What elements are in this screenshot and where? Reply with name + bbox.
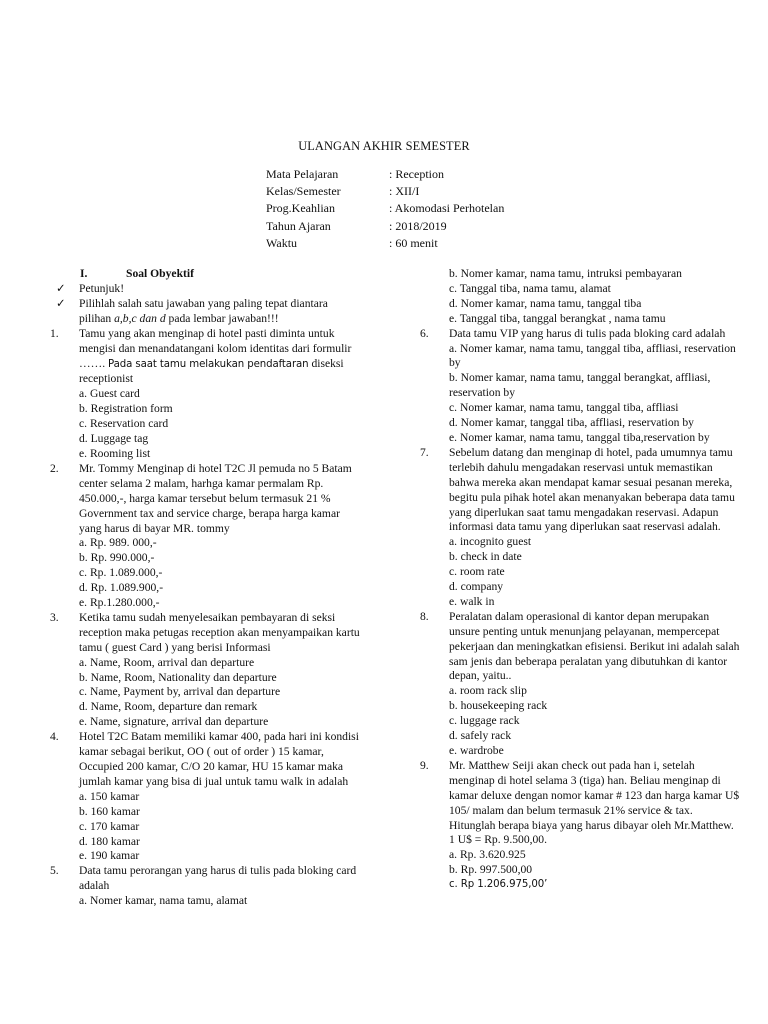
section-number: I. xyxy=(80,267,88,280)
right-column xyxy=(420,267,740,893)
question-9 xyxy=(420,759,740,893)
info-row-program xyxy=(266,200,566,217)
question-text: Data tamu perorangan yang harus di tulis pada bloking card adalah xyxy=(79,864,357,893)
info-row-year xyxy=(266,218,566,235)
instruction-item xyxy=(50,297,360,327)
question-1 xyxy=(50,327,360,462)
question-3 xyxy=(50,611,360,730)
exam-info-table xyxy=(266,166,566,252)
answer-option: a. incognito guest xyxy=(449,535,532,549)
answer-option: a. Nomer kamar, nama tamu, tanggal tiba, affliasi, reservation by xyxy=(449,341,736,370)
question-2 xyxy=(50,462,360,611)
info-value: : Akomodasi Perhotelan xyxy=(389,201,505,216)
instruction-text: pada lembar jawaban!!! xyxy=(165,311,279,325)
info-value: : Reception xyxy=(389,167,444,181)
handwritten-text: Pada saat tamu melakukan pendaftaran xyxy=(107,358,309,370)
instruction-text: Petunjuk! xyxy=(79,282,125,295)
question-text: Sebelum datang dan menginap di hotel, pada umumnya tamu terlebih dahulu mengadakan reservasi untuk memastikan bahwa mereka akan mendapat kamar sesuai pesanan mereka, begitu pula pihak hotel akan menanyakan beberapa data tamu yang diperlukan saat tamu mengadakan reservasi. Adapun informasi data tamu yang diperlukan saat reservasi adalah. xyxy=(449,445,735,534)
answer-option: e. Rp.1.280.000,- xyxy=(79,596,160,610)
answer-option: a. Rp. 3.620.925 xyxy=(449,848,526,862)
info-label: Kelas/Semester xyxy=(266,184,341,199)
answer-option: d. safely rack xyxy=(449,729,512,743)
question-number: 7. xyxy=(420,445,429,459)
question-number: 8. xyxy=(420,609,429,623)
info-label: Waktu xyxy=(266,235,298,250)
answer-option: e. 190 kamar xyxy=(79,849,140,863)
answer-option: c. Nomer kamar, nama tamu, tanggal tiba, affliasi xyxy=(449,401,679,415)
answer-option: c. Rp. 1.089.000,- xyxy=(79,566,163,580)
info-row-subject xyxy=(266,166,566,183)
answer-option: e. walk in xyxy=(449,594,495,608)
question-text: Mr. Matthew Seiji akan check out pada han i, setelah menginap di hotel selama 3 (tiga) han. Beliau menginap di kamar deluxe dengan nomor kamar # 123 dan harga kamar U$ 105/ malam dan belum termasuk 21% service & tax. Hitunglah berapa biaya yang harus dibayar oleh Mr.Matthew. 1 U$ = Rp. 9.500,00. xyxy=(449,758,740,847)
answer-option: b. housekeeping rack xyxy=(449,699,548,713)
document-title: ULANGAN AKHIR SEMESTER xyxy=(298,139,470,153)
info-value: : XII/I xyxy=(389,184,420,199)
answer-option: b. check in date xyxy=(449,550,522,564)
instruction-text: Pilihlah salah satu jawaban yang paling tepat diantara pilihan xyxy=(79,296,328,325)
question-number: 5. xyxy=(50,864,59,878)
answer-option: d. company xyxy=(449,580,504,594)
answer-option: c. room rate xyxy=(449,565,505,579)
question-number: 9. xyxy=(420,758,429,772)
answer-option: c. luggage rack xyxy=(449,714,520,728)
question-text: Mr. Tommy Menginap di hotel T2C Jl pemuda no 5 Batam center selama 2 malam, harhga kamar permalam Rp. 450.000,-, harga kamar tersebut belum termasuk 21 % Government tax and service charge, berapa harga kamar yang harus di bayar MR. tommy xyxy=(79,461,352,535)
answer-option: b. Nomer kamar, nama tamu, tanggal berangkat, affliasi, reservation by xyxy=(449,371,711,400)
answer-option: a. Rp. 989. 000,- xyxy=(79,536,157,550)
answer-option: d. Luggage tag xyxy=(79,432,149,446)
answer-option: c. Rp 1.206.975,00’ xyxy=(449,879,548,891)
question-number: 3. xyxy=(50,610,59,624)
question-4 xyxy=(50,730,360,864)
question-text: Ketika tamu sudah menyelesaikan pembayaran di seksi reception maka petugas reception akan menyampaikan kartu tamu ( guest Card ) yang berisi Informasi xyxy=(79,610,360,654)
answer-option: c. 170 kamar xyxy=(79,819,140,833)
answer-option: d. Name, Room, departure dan remark xyxy=(79,700,258,714)
answer-option: d. Nomer kamar, nama tamu, tanggal tiba xyxy=(449,296,642,310)
answer-option: e. wardrobe xyxy=(449,744,504,757)
left-column xyxy=(50,267,360,909)
answer-option: d. Nomer kamar, tanggal tiba, affliasi, reservation by xyxy=(449,416,694,430)
answer-option: b. Rp. 997.500,00 xyxy=(449,863,533,877)
answer-option: d. 180 kamar xyxy=(79,834,140,848)
answer-option: b. Rp. 990.000,- xyxy=(79,551,155,565)
info-label: Prog.Keahlian xyxy=(266,201,335,216)
instruction-item xyxy=(50,282,360,297)
question-8 xyxy=(420,610,740,759)
answer-option: e. Nomer kamar, nama tamu, tanggal tiba,reservation by xyxy=(449,430,710,444)
answer-option: c. Reservation card xyxy=(79,417,169,431)
question-number: 6. xyxy=(420,326,429,340)
answer-option: c. Tanggal tiba, nama tamu, alamat xyxy=(449,281,611,295)
question-number: 4. xyxy=(50,730,59,744)
answer-option: b. 160 kamar xyxy=(79,804,140,818)
answer-option: e. Name, signature, arrival dan departure xyxy=(79,715,269,729)
answer-option: a. Guest card xyxy=(79,387,140,401)
answer-option: a. Nomer kamar, nama tamu, alamat xyxy=(79,894,248,908)
info-value: : 2018/2019 xyxy=(389,218,447,233)
question-text: Peralatan dalam operasional di kantor depan merupakan unsure penting untuk menunjang pelayanan, mempercepat pekerjaan dan meningkatkan efisiensi. Berikut ini adalah salah sam jenis dan beberapa peralatan yang dibutuhkan di kantor depan, yaitu.. xyxy=(449,609,740,683)
section-heading xyxy=(50,267,360,282)
answer-option: a. room rack slip xyxy=(449,684,527,698)
question-text: Tamu yang akan menginap di hotel pasti diminta untuk mengisi dan menandatangani kolom identitas dari formulir ……. Pada saat tamu melakukan pendaftaran diseksi receptionist xyxy=(79,326,352,386)
answer-option: c. Name, Payment by, arrival dan departure xyxy=(79,685,281,699)
answer-option: e. Rooming list xyxy=(79,446,151,460)
question-7 xyxy=(420,446,740,610)
question-number: 1. xyxy=(50,326,59,340)
question-6 xyxy=(420,327,740,446)
question-text: Data tamu VIP yang harus di tulis pada bloking card adalah xyxy=(449,326,726,340)
answer-option: e. Tanggal tiba, tanggal berangkat , nama tamu xyxy=(449,311,666,325)
answer-option: d. Rp. 1.089.900,- xyxy=(79,581,164,595)
instruction-emphasis: a,b,c dan d xyxy=(114,311,166,325)
answer-option: b. Nomer kamar, nama tamu, intruksi pembayaran xyxy=(449,267,682,280)
info-row-class xyxy=(266,183,566,200)
question-text: Hotel T2C Batam memiliki kamar 400, pada hari ini kondisi kamar sebagai berikut, OO ( out of order ) 15 kamar, Occupied 200 kamar, C/O 20 kamar, HU 15 kamar maka jumlah kamar yang bisa di jual untuk tamu walk in adalah xyxy=(79,730,359,788)
answer-option: a. 150 kamar xyxy=(79,789,140,803)
answer-option: b. Name, Room, Nationality dan departure xyxy=(79,670,277,684)
answer-option: b. Registration form xyxy=(79,402,173,416)
info-label: Mata Pelajaran xyxy=(266,167,339,181)
checkmark-icon: ✓ xyxy=(56,282,66,295)
answer-option: a. Name, Room, arrival dan departure xyxy=(79,655,255,669)
info-value: : 60 menit xyxy=(389,235,438,250)
checkmark-icon: ✓ xyxy=(56,296,66,310)
question-number: 2. xyxy=(50,461,59,475)
question-5 xyxy=(50,864,360,909)
section-title: Soal Obyektif xyxy=(126,267,194,280)
info-row-time xyxy=(266,235,566,252)
question-5-continued xyxy=(420,267,740,327)
info-label: Tahun Ajaran xyxy=(266,218,331,233)
